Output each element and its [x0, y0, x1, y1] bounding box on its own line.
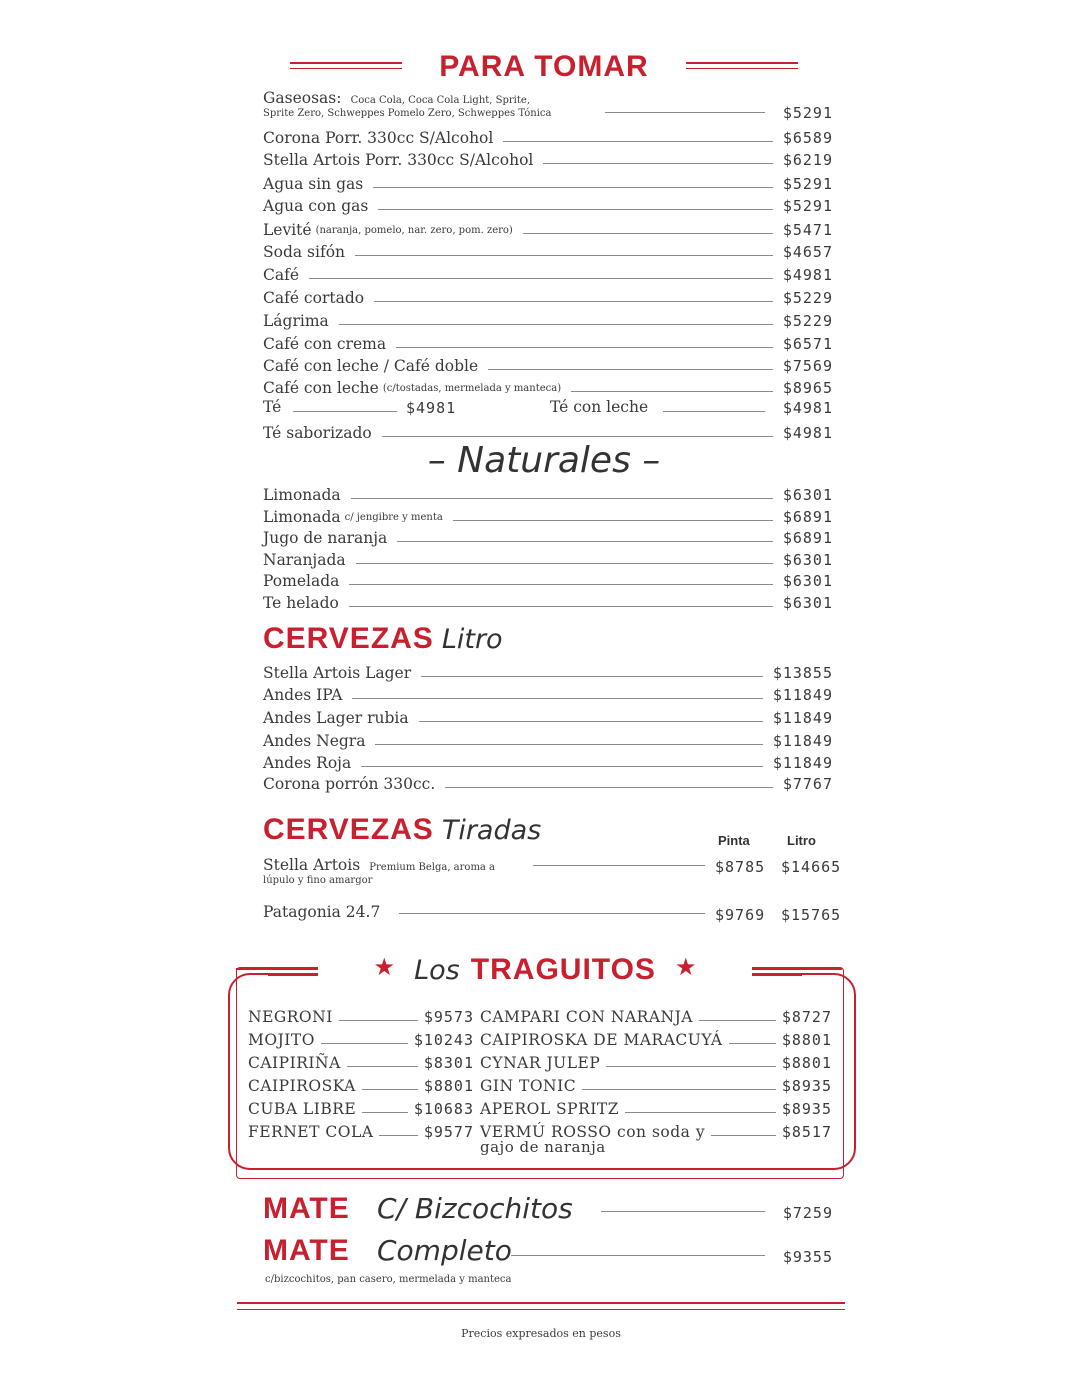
te-price: $4981: [406, 399, 457, 417]
item-price: $11849: [772, 754, 833, 772]
menu-item: [263, 262, 833, 284]
item-name: CYNAR JULEP: [480, 1054, 601, 1072]
star-icon: ★: [675, 953, 697, 981]
item-price: $8801: [781, 1031, 832, 1049]
item-price: $6891: [782, 529, 833, 547]
gaseosas-note-1: Coca Cola, Coca Cola Light, Sprite,: [350, 95, 530, 106]
item-price: $6571: [782, 335, 833, 353]
leader-line: [373, 187, 773, 188]
mate-heading: MATE: [263, 1192, 350, 1225]
item-price: $6219: [782, 151, 833, 169]
item-price: $4981: [782, 424, 833, 442]
menu-item: [263, 375, 833, 397]
leader-line: [663, 411, 765, 412]
item-price: $11849: [772, 709, 833, 727]
item-price: $8517: [781, 1123, 832, 1141]
item-price: $8935: [781, 1077, 832, 1095]
item-price: $4657: [782, 243, 833, 261]
traguitos-script: Los: [414, 955, 460, 986]
cervezas-litro-title: [263, 622, 503, 656]
cocktail-item: [480, 1096, 832, 1118]
leader-line: [355, 255, 773, 256]
cocktail-item: [248, 1027, 474, 1049]
item-name: Andes Roja: [263, 754, 352, 772]
menu-item: [263, 125, 833, 147]
pinta-price: $9769: [715, 906, 766, 924]
leader-line: [349, 606, 773, 607]
item-name: Café con leche / Café doble: [263, 357, 479, 375]
item-name: Café con crema: [263, 335, 387, 353]
leader-line: [339, 1020, 418, 1021]
te-con-leche-price: $4981: [782, 399, 833, 417]
cervezas-tiradas-heading: CERVEZAS: [263, 813, 434, 846]
traguitos-rule-left-2: [268, 975, 318, 976]
mate-heading: MATE: [263, 1234, 350, 1267]
leader-line: [351, 498, 773, 499]
col-pinta: Pinta: [718, 833, 750, 848]
te-saborizado-item: [263, 420, 833, 442]
item-name: Café: [263, 266, 300, 284]
leader-line: [352, 698, 762, 699]
item-name: CAMPARI CON NARANJA: [480, 1008, 693, 1026]
star-icon: ★: [373, 953, 395, 981]
stella-tirada-item: [263, 855, 853, 891]
item-name: Stella Artois: [263, 856, 361, 874]
item-name: MOJITO: [248, 1031, 315, 1049]
traguitos-rule-left: [236, 968, 318, 970]
menu-item: [263, 504, 833, 526]
item-name: CAIPIRIÑA: [248, 1054, 341, 1072]
mate-item2-name: Completo: [377, 1234, 512, 1267]
leader-line: [533, 865, 705, 866]
leader-line: [419, 721, 763, 722]
leader-line: [601, 1211, 765, 1212]
leader-line: [729, 1043, 776, 1044]
menu-item: [263, 728, 833, 750]
leader-line: [382, 436, 773, 437]
menu-item: [263, 590, 833, 612]
item-name: Limonada: [263, 508, 341, 526]
litro-price: $14665: [781, 858, 842, 876]
item-name: Café cortado: [263, 289, 365, 307]
item-name: GIN TONIC: [480, 1077, 577, 1095]
leader-line: [347, 1066, 418, 1067]
mate-item2-price: $9355: [782, 1248, 833, 1266]
menu-item: [263, 331, 833, 353]
leader-line: [711, 1135, 776, 1136]
leader-line: [339, 324, 773, 325]
menu-item: [263, 568, 833, 590]
item-price: $11849: [772, 732, 833, 750]
naturales-title: – Naturales –: [427, 440, 661, 481]
menu-item: [263, 482, 833, 504]
te-row: [263, 398, 833, 420]
leader-line: [625, 1112, 776, 1113]
cocktail-item: [248, 1004, 474, 1026]
cocktail-item: [248, 1096, 474, 1118]
item-note: Premium Belga, aroma a: [369, 862, 496, 873]
menu-item: [263, 308, 833, 330]
leader-line: [543, 163, 772, 164]
item-price: $8801: [781, 1054, 832, 1072]
para-tomar-header: [290, 48, 798, 88]
leader-line: [378, 209, 773, 210]
item-name: APEROL SPRITZ: [480, 1100, 619, 1118]
item-name: Té saborizado: [263, 424, 372, 442]
menu-item: [263, 285, 833, 307]
item-price: $7767: [782, 775, 833, 793]
cocktail-item: [480, 1004, 832, 1026]
item-name: NEGRONI: [248, 1008, 333, 1026]
item-price: $8301: [423, 1054, 474, 1072]
cervezas-tiradas-title: [263, 813, 541, 847]
item-price: $6301: [782, 594, 833, 612]
leader-line: [375, 744, 762, 745]
item-price: $6301: [782, 486, 833, 504]
item-price: $8801: [423, 1077, 474, 1095]
mate-item1-price: $7259: [782, 1204, 833, 1222]
item-name: FERNET COLA: [248, 1123, 374, 1141]
item-name: Agua con gas: [263, 197, 369, 215]
vermu-note: gajo de naranja: [480, 1138, 606, 1156]
item-price: $5229: [782, 289, 833, 307]
item-price: $11849: [772, 686, 833, 704]
leader-line: [293, 411, 397, 412]
item-name: Pomelada: [263, 572, 340, 590]
item-price: $9577: [423, 1123, 474, 1141]
leader-line: [571, 391, 773, 392]
item-name: Te helado: [263, 594, 339, 612]
menu-item: [263, 771, 833, 793]
item-name: Agua sin gas: [263, 175, 364, 193]
mate-note: c/bizcochitos, pan casero, mermelada y manteca: [265, 1274, 512, 1285]
menu-item: [263, 705, 833, 727]
menu-item: [263, 147, 833, 169]
leader-line: [488, 369, 773, 370]
gaseosas-name: Gaseosas:: [263, 89, 342, 107]
item-name: Stella Artois Porr. 330cc S/Alcohol: [263, 151, 534, 169]
leader-line: [396, 347, 773, 348]
item-price: $5291: [782, 197, 833, 215]
leader-line: [606, 1066, 776, 1067]
mate-bizcochitos-item: [263, 1192, 833, 1232]
item-name: Naranjada: [263, 551, 346, 569]
item-name: CAIPIROSKA: [248, 1077, 356, 1095]
leader-line: [362, 1089, 418, 1090]
item-price: $8965: [782, 379, 833, 397]
leader-line: [523, 233, 773, 234]
item-price: $10243: [413, 1031, 474, 1049]
item-name: Lágrima: [263, 312, 329, 330]
cocktail-item: [248, 1073, 474, 1095]
item-name: Corona Porr. 330cc S/Alcohol: [263, 129, 494, 147]
item-price: $8935: [781, 1100, 832, 1118]
leader-line: [582, 1089, 776, 1090]
cocktail-item: [248, 1119, 474, 1141]
mate-item1-name: C/ Bizcochitos: [377, 1192, 573, 1225]
cervezas-litro-heading: CERVEZAS: [263, 622, 434, 655]
item-note: c/ jengibre y menta: [344, 512, 443, 523]
item-price: $7569: [782, 357, 833, 375]
item-name: Andes Lager rubia: [263, 709, 409, 727]
menu-item: [263, 171, 833, 193]
menu-item: [263, 547, 833, 569]
leader-line: [511, 1255, 765, 1256]
item-name: Corona porrón 330cc.: [263, 775, 436, 793]
footer-text: Precios expresados en pesos: [461, 1327, 621, 1340]
item-price: $8727: [781, 1008, 832, 1026]
item-price: $13855: [772, 664, 833, 682]
item-price: $4981: [782, 266, 833, 284]
item-name: Andes IPA: [263, 686, 343, 704]
leader-line: [421, 676, 763, 677]
item-name: Andes Negra: [263, 732, 366, 750]
traguitos-header: [318, 953, 752, 987]
item-name: Limonada: [263, 486, 341, 504]
item-note: (c/tostadas, mermelada y manteca): [382, 383, 562, 394]
cervezas-tiradas-subtitle: Tiradas: [441, 815, 542, 846]
leader-line: [453, 520, 773, 521]
cocktail-item: [248, 1050, 474, 1072]
leader-line: [379, 1135, 417, 1136]
te-name: Té: [263, 398, 282, 416]
traguitos-rule-right-2: [752, 975, 802, 976]
leader-line: [503, 141, 773, 142]
item-price: $6891: [782, 508, 833, 526]
item-name: Café con leche: [263, 379, 379, 397]
leader-line: [321, 1043, 408, 1044]
item-name: CAIPIROSKA DE MARACUYÁ: [480, 1031, 723, 1049]
item-name: Jugo de naranja: [263, 529, 388, 547]
menu-item: [263, 193, 833, 215]
menu-item: [263, 525, 833, 547]
leader-line: [374, 301, 773, 302]
footer-rule: [237, 1302, 845, 1304]
menu-item: [263, 239, 833, 261]
gaseosas-item: [263, 88, 833, 124]
mate-completo-item: [263, 1234, 833, 1274]
leader-line: [605, 112, 765, 113]
menu-item: [263, 353, 833, 375]
item-price: $9573: [423, 1008, 474, 1026]
item-name: Patagonia 24.7: [263, 903, 381, 921]
cervezas-litro-subtitle: Litro: [441, 624, 503, 655]
menu-item: [263, 217, 833, 239]
gaseosas-note-2: Sprite Zero, Schweppes Pomelo Zero, Schweppes Tónica: [263, 108, 552, 119]
leader-line: [361, 766, 763, 767]
item-name: Stella Artois Lager: [263, 664, 412, 682]
item-price: $10683: [413, 1100, 474, 1118]
leader-line: [309, 278, 773, 279]
leader-line: [445, 787, 773, 788]
pinta-price: $8785: [715, 858, 766, 876]
menu-item: [263, 660, 833, 682]
item-name: VERMÚ ROSSO con soda y: [480, 1123, 706, 1141]
menu-item: [263, 682, 833, 704]
item-price: $6301: [782, 551, 833, 569]
leader-line: [699, 1020, 776, 1021]
leader-line: [362, 1112, 408, 1113]
col-litro: Litro: [787, 833, 816, 848]
item-price: $5471: [782, 221, 833, 239]
patagonia-item: [263, 903, 853, 925]
item-name: CUBA LIBRE: [248, 1100, 357, 1118]
leader-line: [356, 563, 773, 564]
item-price: $6301: [782, 572, 833, 590]
item-note-2: lúpulo y fino amargor: [263, 875, 373, 886]
cocktail-item: [480, 1027, 832, 1049]
para-tomar-title: PARA TOMAR: [439, 50, 649, 83]
item-name: Soda sifón: [263, 243, 346, 261]
leader-line: [399, 913, 705, 914]
item-price: $6589: [782, 129, 833, 147]
cocktail-item: [480, 1050, 832, 1072]
cocktail-item: [480, 1073, 832, 1095]
item-price: $5229: [782, 312, 833, 330]
footer-rule-2: [237, 1309, 845, 1310]
traguitos-rule-right: [752, 968, 842, 970]
item-price: $5291: [782, 175, 833, 193]
item-note: (naranja, pomelo, nar. zero, pom. zero): [315, 225, 513, 236]
gaseosas-price: $5291: [782, 104, 833, 122]
menu-item: [263, 750, 833, 772]
litro-price: $15765: [781, 906, 842, 924]
te-con-leche-name: Té con leche: [550, 398, 649, 416]
leader-line: [397, 541, 773, 542]
leader-line: [349, 584, 772, 585]
traguitos-title: TRAGUITOS: [470, 953, 656, 986]
item-name: Levité: [263, 221, 312, 239]
